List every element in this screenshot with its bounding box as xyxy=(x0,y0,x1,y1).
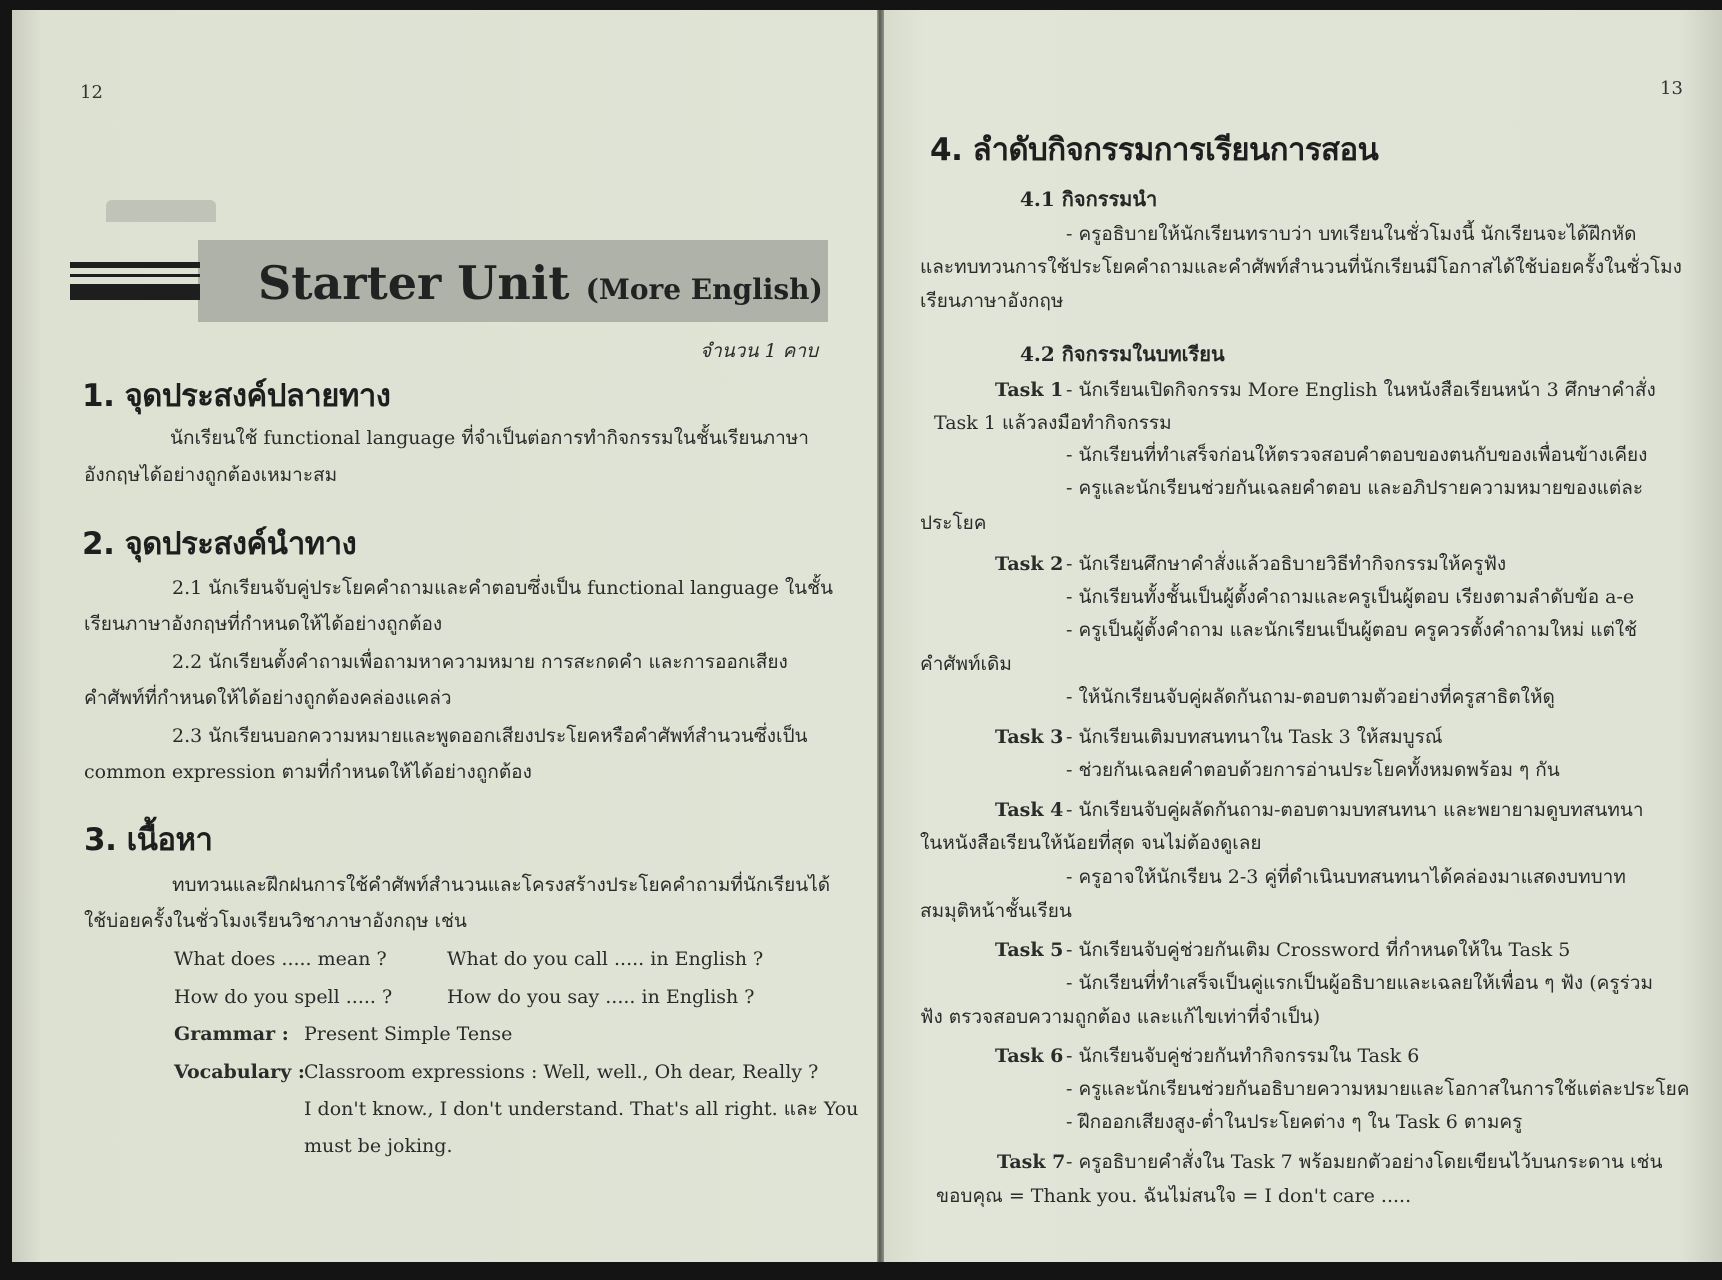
task2-label: Task 2 xyxy=(995,553,1064,575)
task6-line1: - นักเรียนจับคู่ช่วยกันทำกิจกรรมใน Task 6 xyxy=(1066,1045,1420,1067)
question-1a: What does ..... mean ? xyxy=(174,948,387,970)
task2-line4: คำศัพท์เดิม xyxy=(920,653,1012,675)
s2-2-line2: คำศัพท์ที่กำหนดให้ได้อย่างถูกต้องคล่องแคล่ว xyxy=(84,687,452,709)
task5-line1: - นักเรียนจับคู่ช่วยกันเติม Crossword ที่กำหนดให้ใน Task 5 xyxy=(1066,939,1571,961)
s3-line1: ทบทวนและฝึกฝนการใช้คำศัพท์สำนวนและโครงสร้างประโยคคำถามที่นักเรียนได้ xyxy=(172,874,831,896)
task4-line1: - นักเรียนจับคู่ผลัดกันถาม-ตอบตามบทสนทนา และพยายามดูบทสนทนา xyxy=(1066,799,1644,821)
page-number-left: 12 xyxy=(80,82,103,103)
task2-line5: - ให้นักเรียนจับคู่ผลัดกันถาม-ตอบตามตัวอย่างที่ครูสาธิตให้ดู xyxy=(1066,686,1555,708)
vocabulary-label: Vocabulary : xyxy=(174,1061,305,1083)
s3-line2: ใช้บ่อยครั้งในชั่วโมงเรียนวิชาภาษาอังกฤษ เช่น xyxy=(84,910,467,932)
unit-title-main: Starter Unit xyxy=(258,256,570,310)
task3-label: Task 3 xyxy=(995,726,1064,748)
task2-line2: - นักเรียนทั้งชั้นเป็นผู้ตั้งคำถามและครูเป็นผู้ตอบ เรียงตามลำดับข้อ a-e xyxy=(1066,586,1635,608)
question-1b: What do you call ..... in English ? xyxy=(447,948,764,970)
task6-line2: - ครูและนักเรียนช่วยกันอธิบายความหมายและโอกาสในการใช้แต่ละประโยค xyxy=(1066,1078,1690,1100)
task5-line2: - นักเรียนที่ทำเสร็จเป็นคู่แรกเป็นผู้อธิบายและเฉลยให้เพื่อน ๆ ฟัง (ครูร่วม xyxy=(1066,972,1653,994)
task1-line4: - ครูและนักเรียนช่วยกันเฉลยคำตอบ และอภิปรายความหมายของแต่ละ xyxy=(1066,477,1644,499)
section-4-2-heading: 4.2 กิจกรรมในบทเรียน xyxy=(1020,342,1225,366)
task1-label: Task 1 xyxy=(995,379,1064,401)
section-1-heading: 1. จุดประสงค์ปลายทาง xyxy=(82,378,391,414)
banner-bars xyxy=(70,254,200,304)
grammar-value: Present Simple Tense xyxy=(304,1023,513,1045)
unit-title xyxy=(258,256,823,310)
task5-label: Task 5 xyxy=(995,939,1064,961)
section-4-1-heading: 4.1 กิจกรรมนำ xyxy=(1020,187,1158,211)
section-4-heading: 4. ลำดับกิจกรรมการเรียนการสอน xyxy=(930,132,1379,168)
s1-line1: นักเรียนใช้ functional language ที่จำเป็นต่อการทำกิจกรรมในชั้นเรียนภาษา xyxy=(170,427,809,449)
task4-line4: สมมุติหน้าชั้นเรียน xyxy=(920,900,1072,922)
section-2-heading: 2. จุดประสงค์นำทาง xyxy=(82,526,357,562)
task3-line1: - นักเรียนเติมบทสนทนาใน Task 3 ให้สมบูรณ์ xyxy=(1066,726,1443,748)
task1-line5: ประโยค xyxy=(920,512,987,534)
s2-1-line1: 2.1 นักเรียนจับคู่ประโยคคำถามและคำตอบซึ่งเป็น functional language ในชั้น xyxy=(172,577,834,599)
period-label: จำนวน 1 คาบ xyxy=(700,340,819,362)
task4-line3: - ครูอาจให้นักเรียน 2-3 คู่ที่ดำเนินบทสนทนาได้คล่องมาแสดงบทบาท xyxy=(1066,866,1626,888)
vocabulary-line2: I don't know., I don't understand. That's all right. และ You xyxy=(304,1098,859,1120)
task7-line2: ขอบคุณ = Thank you. ฉันไม่สนใจ = I don't care ..... xyxy=(936,1185,1412,1207)
s2-2-line1: 2.2 นักเรียนตั้งคำถามเพื่อถามหาความหมาย การสะกดคำ และการออกเสียง xyxy=(172,651,788,673)
book-gutter xyxy=(877,10,884,1262)
s2-3-line1: 2.3 นักเรียนบอกความหมายและพูดออกเสียงประโยคหรือคำศัพท์สำนวนซึ่งเป็น xyxy=(172,725,808,747)
task7-label: Task 7 xyxy=(997,1151,1066,1173)
s2-1-line2: เรียนภาษาอังกฤษที่กำหนดให้ได้อย่างถูกต้อง xyxy=(84,613,443,635)
s41-line2: และทบทวนการใช้ประโยคคำถามและคำศัพท์สำนวนที่นักเรียนมีโอกาสได้ใช้บ่อยครั้งในชั่วโมง xyxy=(920,256,1682,278)
task1-line3: - นักเรียนที่ทำเสร็จก่อนให้ตรวจสอบคำตอบของตนกับของเพื่อนข้างเคียง xyxy=(1066,444,1648,466)
task1-line1: - นักเรียนเปิดกิจกรรม More English ในหนังสือเรียนหน้า 3 ศึกษาคำสั่ง xyxy=(1066,379,1656,401)
vocabulary-line3: must be joking. xyxy=(304,1135,453,1157)
s2-3-line2: common expression ตามที่กำหนดให้ได้อย่างถูกต้อง xyxy=(84,761,532,783)
grammar-label: Grammar : xyxy=(174,1023,289,1045)
question-2a: How do you spell ..... ? xyxy=(174,986,393,1008)
section-3-heading: 3. เนื้อหา xyxy=(84,822,213,858)
question-2b: How do you say ..... in English ? xyxy=(447,986,755,1008)
task3-line2: - ช่วยกันเฉลยคำตอบด้วยการอ่านประโยคทั้งหมดพร้อม ๆ กัน xyxy=(1066,759,1560,781)
s1-line2: อังกฤษได้อย่างถูกต้องเหมาะสม xyxy=(84,464,338,486)
task5-line3: ฟัง ตรวจสอบความถูกต้อง และแก้ไขเท่าที่จำเป็น) xyxy=(920,1006,1321,1028)
banner-tab xyxy=(106,200,216,222)
task2-line1: - นักเรียนศึกษาคำสั่งแล้วอธิบายวิธีทำกิจกรรมให้ครูฟัง xyxy=(1066,553,1507,575)
unit-title-suffix: (More English) xyxy=(585,273,823,306)
s41-line1: - ครูอธิบายให้นักเรียนทราบว่า บทเรียนในชั่วโมงนี้ นักเรียนจะได้ฝึกหัด xyxy=(1066,223,1637,245)
task6-line3: - ฝึกออกเสียงสูง-ต่ำในประโยคต่าง ๆ ใน Task 6 ตามครู xyxy=(1066,1111,1523,1133)
vocabulary-line1: Classroom expressions : Well, well., Oh dear, Really ? xyxy=(304,1061,819,1083)
task2-line3: - ครูเป็นผู้ตั้งคำถาม และนักเรียนเป็นผู้ตอบ ครูควรตั้งคำถามใหม่ แต่ใช้ xyxy=(1066,619,1638,641)
task4-line2: ในหนังสือเรียนให้น้อยที่สุด จนไม่ต้องดูเลย xyxy=(920,832,1262,854)
task7-line1: - ครูอธิบายคำสั่งใน Task 7 พร้อมยกตัวอย่างโดยเขียนไว้บนกระดาน เช่น xyxy=(1066,1151,1663,1173)
task4-label: Task 4 xyxy=(995,799,1064,821)
task6-label: Task 6 xyxy=(995,1045,1064,1067)
page-number-right: 13 xyxy=(1660,78,1683,99)
task1-line2: Task 1 แล้วลงมือทำกิจกรรม xyxy=(934,412,1172,434)
s41-line3: เรียนภาษาอังกฤษ xyxy=(920,290,1064,312)
